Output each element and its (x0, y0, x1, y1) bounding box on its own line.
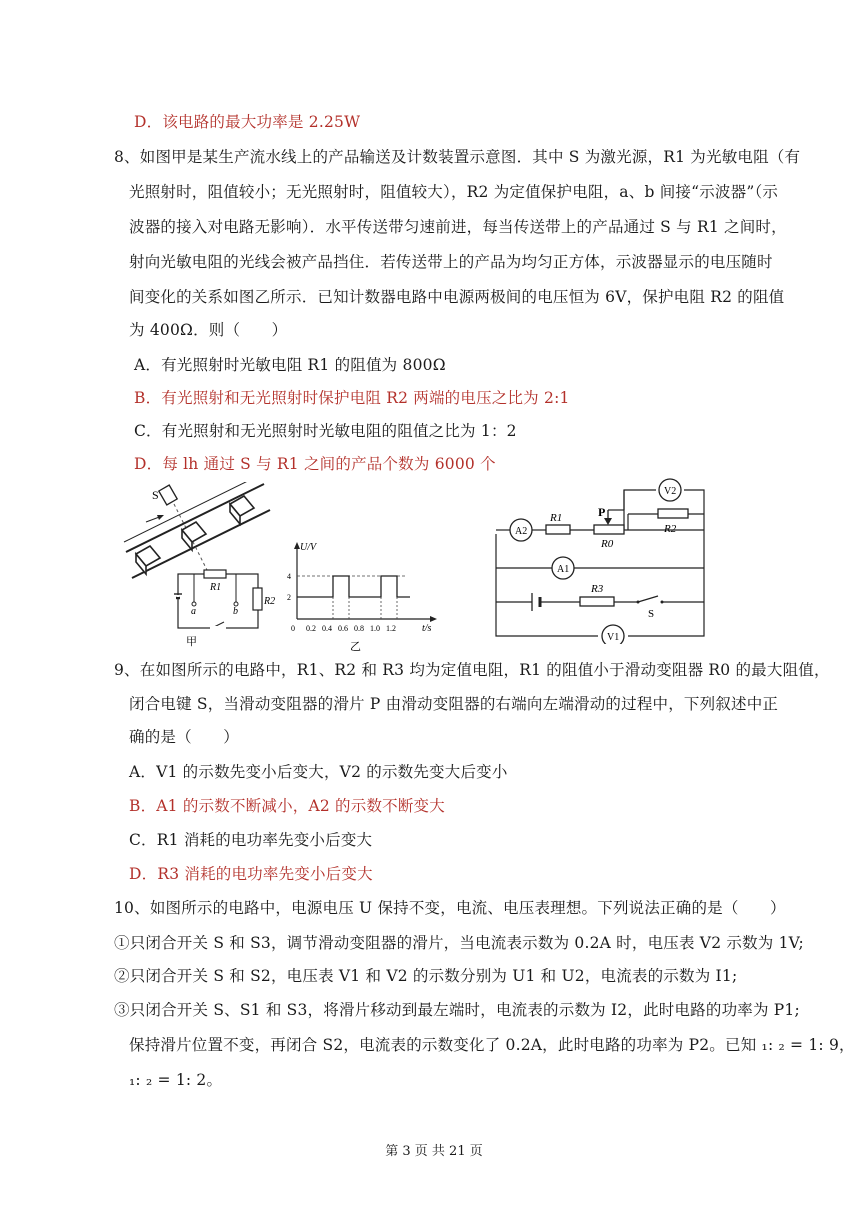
circuit-label-a2: A2 (515, 526, 528, 537)
jia-label-b: b (233, 606, 238, 617)
figure-circuit (488, 472, 718, 644)
yi-xlabel: t/s (422, 623, 432, 634)
q10-line: ①只闭合开关 S 和 S3，调节滑动变阻器的滑片，当电流表示数为 0.2A 时，电压表 V2 示数为 1V; (114, 934, 804, 952)
q9-option-a: A．V1 的示数先变小后变大，V2 的示数先变大后变小 (129, 763, 508, 781)
q9-stem-line: 9、在如图所示的电路中，R1、R2 和 R3 均为定值电阻，R1 的阻值小于滑动变阻器 R0 的最大阻值， (114, 661, 830, 679)
q9-stem-line: 闭合电键 S，当滑动变阻器的滑片 P 由滑动变阻器的右端向左端滑动的过程中，下列叙述中正 (129, 695, 779, 713)
q10-line: ③只闭合开关 S、S1 和 S3，将滑片移动到最左端时，电流表的示数为 I2，此时电路的功率为 P1; (114, 1001, 800, 1019)
circuit-label-r3: R3 (591, 583, 604, 595)
jia-caption: 甲 (186, 636, 197, 648)
circuit-label-r0: R0 (601, 538, 614, 550)
q8-option-c: C．有光照射和无光照射时光敏电阻的阻值之比为 1：2 (134, 422, 517, 440)
yi-x-tick: 0.4 (322, 624, 332, 633)
yi-caption: 乙 (350, 641, 361, 653)
yi-y-tick: 2 (287, 593, 291, 602)
yi-x-tick: 0.8 (354, 624, 364, 633)
q10-line: ②只闭合开关 S 和 S2，电压表 V1 和 V2 的示数分别为 U1 和 U2，电流表的示数为 I1; (114, 967, 738, 985)
jia-label-s: S (152, 488, 159, 502)
jia-label-a: a (191, 606, 196, 617)
q8-stem-line: 为 400Ω．则（ ） (129, 321, 288, 339)
jia-label-r2: R2 (264, 596, 276, 607)
q8-stem-line: 8、如图甲是某生产流水线上的产品输送及计数装置示意图．其中 S 为激光源，R1 为光敏电阻（有 (114, 148, 801, 166)
q8-option-d: D．每 lh 通过 S 与 R1 之间的产品个数为 6000 个 (134, 455, 496, 473)
q8-option-a: A．有光照射时光敏电阻 R1 的阻值为 800Ω (134, 356, 446, 374)
yi-x-tick: 0.6 (338, 624, 348, 633)
jia-label-r1: R1 (210, 582, 222, 593)
yi-y-tick: 4 (287, 572, 291, 581)
circuit-label-r2: R2 (664, 523, 677, 535)
q9-stem-line: 确的是（ ） (129, 728, 239, 746)
circuit-label-a1: A1 (557, 564, 570, 575)
q8-option-b: B．有光照射和无光照射时保护电阻 R2 两端的电压之比为 2:1 (134, 389, 570, 407)
q10-line: 10、如图所示的电路中，电源电压 U 保持不变，电流、电压表理想。下列说法正确的是（ ） (114, 899, 786, 917)
yi-ylabel: U/V (300, 542, 317, 553)
figure-jia (122, 482, 282, 652)
yi-x-tick: 1.0 (370, 624, 380, 633)
circuit-label-v1: V1 (607, 632, 620, 643)
q8-stem-line: 光照射时，阻值较小；无光照射时，阻值较大），R2 为定值保护电阻，a、b 间接“示波器”（示 (129, 183, 779, 201)
circuit-label-s: S (648, 608, 655, 620)
q10-line: 保持滑片位置不变，再闭合 S2，电流表的示数变化了 0.2A，此时电路的功率为 P2。已知 ₁: ₂ = 1: 9， (129, 1036, 855, 1054)
yi-x-tick: 0 (291, 624, 295, 633)
yi-x-tick: 1.2 (386, 624, 396, 633)
figure-yi (282, 535, 442, 655)
circuit-label-r1: R1 (550, 512, 563, 524)
q8-stem-line: 波器的接入对电路无影响）．水平传送带匀速前进，每当传送带上的产品通过 S 与 R1 之间时， (129, 218, 787, 236)
q9-option-b: B．A1 的示数不断减小，A2 的示数不断变大 (129, 797, 445, 815)
circuit-label-v2: V2 (664, 486, 677, 497)
q10-line: ₁: ₂ = 1: 2。 (129, 1071, 223, 1089)
page-footer: 第 3 页 共 21 页 (385, 1144, 483, 1159)
circuit-label-p: P (598, 505, 606, 519)
yi-x-tick: 0.2 (306, 624, 316, 633)
q7-option-d: D．该电路的最大功率是 2.25W (134, 113, 361, 131)
q9-option-d: D．R3 消耗的电功率先变小后变大 (129, 865, 373, 883)
q8-stem-line: 射向光敏电阻的光线会被产品挡住．若传送带上的产品为均匀正方体，示波器显示的电压随时 (129, 253, 773, 271)
q9-option-c: C．R1 消耗的电功率先变小后变大 (129, 831, 373, 849)
q8-stem-line: 间变化的关系如图乙所示．已知计数器电路中电源两极间的电压恒为 6V，保护电阻 R2 的阻值 (129, 288, 785, 306)
